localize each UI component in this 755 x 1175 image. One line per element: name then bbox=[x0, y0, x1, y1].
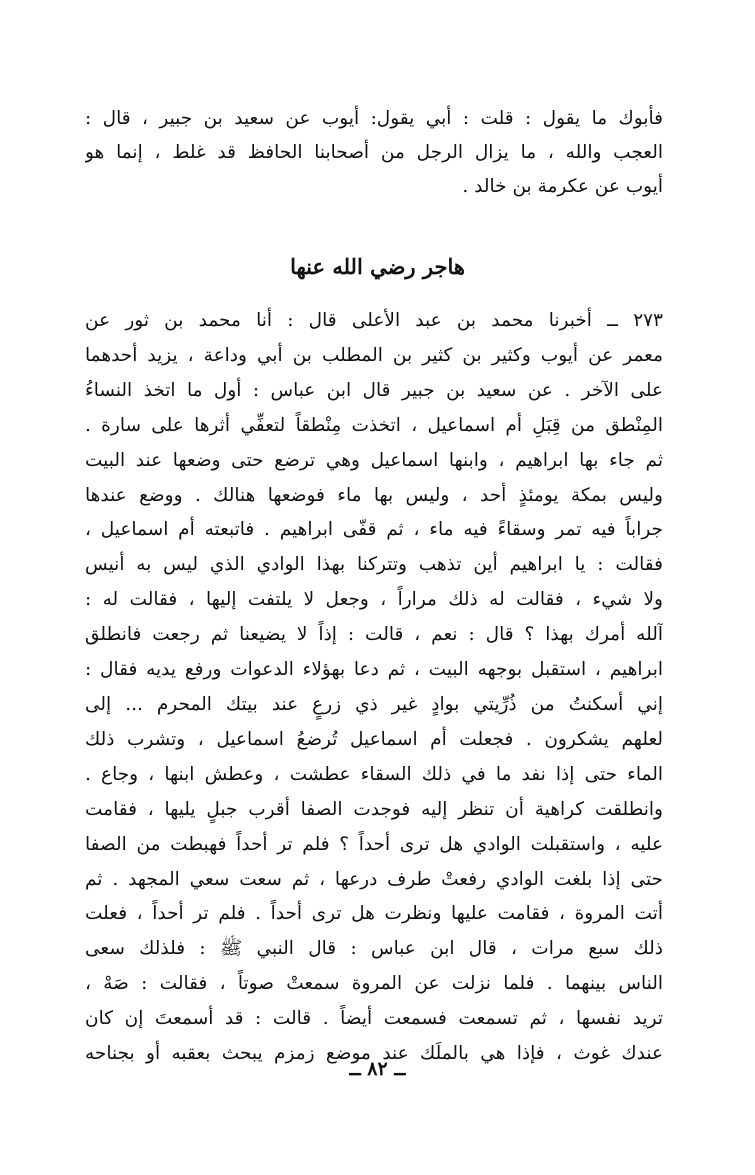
text-line: حتى إذا بلغت الوادي رفعتْ طرف درعها ، ثم سعت سعي المجهد . ثم bbox=[85, 868, 663, 890]
text-line: الناس بينهما . فلما نزلت عن المروة سمعتْ صوتاً ، فقالت : صَهْ ، bbox=[85, 973, 663, 995]
text-line: ثم جاء بها ابراهيم ، وابنها اسماعيل وهي ترضع حتى وضعها عند البيت bbox=[85, 449, 663, 471]
text-line: أتت المروة ، فقامت عليها ونظرت هل ترى أحداً . فلم تر أحداً ، فعلت bbox=[85, 903, 663, 925]
intro-paragraph bbox=[85, 102, 663, 205]
text-line: ولا شيء ، فقالت له ذلك مراراً ، وجعل لا يلتفت إليها ، فقالت له : bbox=[85, 589, 663, 611]
text-line: المِنْطق من قِبَلِ أم اسماعيل ، اتخذت مِنْطقاً لتعفِّي أثرها على سارة . bbox=[85, 414, 663, 436]
text-line: عليه ، واستقبلت الوادي هل ترى أحداً ؟ فلم تر أحداً فهبطت من الصفا bbox=[85, 833, 663, 855]
text-line: تريد نفسها ، ثم تسمعت فسمعت أيضاً . قالت : قد أسمعتَ إن كان bbox=[85, 1008, 663, 1030]
text-line: فأبوك ما يقول : قلت : أبي يقول: أيوب عن سعيد بن جبير ، قال : bbox=[85, 108, 663, 129]
text-line: ذلك سبع مرات ، قال ابن عباس : قال النبي ﷺ : فلذلك سعى bbox=[85, 938, 663, 960]
text-line: الماء حتى إذا نفد ما في ذلك السقاء عطشت ، وعطش ابنها ، وجاع . bbox=[85, 763, 663, 785]
text-line: معمر عن أيوب وكثير بن كثير بن المطلب بن أبي وداعة ، يزيد أحدهما bbox=[85, 344, 663, 366]
section-heading: هاجر رضي الله عنها bbox=[290, 254, 465, 279]
text-line: ٢٧٣ ــ أخبرنا محمد بن عبد الأعلى قال : أنا محمد بن ثور عن bbox=[85, 310, 663, 331]
text-line: آلله أمرك بهذا ؟ قال : نعم ، قالت : إذاً لا يضيعنا ثم رجعت فانطلق bbox=[85, 624, 663, 646]
text-line: وانطلقت كراهية أن تنظر إليه فوجدت الصفا أقرب جبلٍ يليها ، فقامت bbox=[85, 798, 663, 820]
text-line: على الآخر . عن سعيد بن جبير قال ابن عباس : أول ما اتخذ النساءُ bbox=[85, 379, 663, 401]
text-line: فقالت : يا ابراهيم أين تذهب وتتركنا بهذا الوادي الذي ليس به أنيس bbox=[85, 554, 663, 576]
text-line: ابراهيم ، استقبل بوجهه البيت ، ثم دعا بهؤلاء الدعوات ورفع يديه فقال : bbox=[85, 659, 663, 681]
hadith-paragraph bbox=[85, 304, 663, 1072]
text-line: العجب والله ، ما يزال الرجل من أصحابنا الحافظ قد غلط ، إنما هو bbox=[85, 142, 663, 164]
text-line: وليس بمكة يومئذٍ أحد ، وليس بها ماء فوضعها هنالك . ووضع عندها bbox=[85, 484, 663, 506]
text-line: أيوب عن عكرمة بن خالد . bbox=[462, 176, 663, 198]
text-line: إني أسكنتُ من ذُرِّيتي بوادٍ غير ذي زرعٍ عند بيتك المحرم ... إلى bbox=[85, 693, 663, 715]
page-number: ــ ٨٢ ــ bbox=[349, 1058, 406, 1080]
text-line: عندك غوث ، فإذا هي بالملَك عند موضع زمزم يبحث بعقبه أو بجناحه bbox=[85, 1043, 663, 1065]
text-line: لعلهم يشكرون . فجعلت أم اسماعيل تُرضعُ اسماعيل ، وتشرب ذلك bbox=[85, 728, 663, 750]
text-line: جراباً فيه تمر وسقاءً فيه ماء ، ثم قفّى ابراهيم . فاتبعته أم اسماعيل ، bbox=[85, 519, 663, 541]
